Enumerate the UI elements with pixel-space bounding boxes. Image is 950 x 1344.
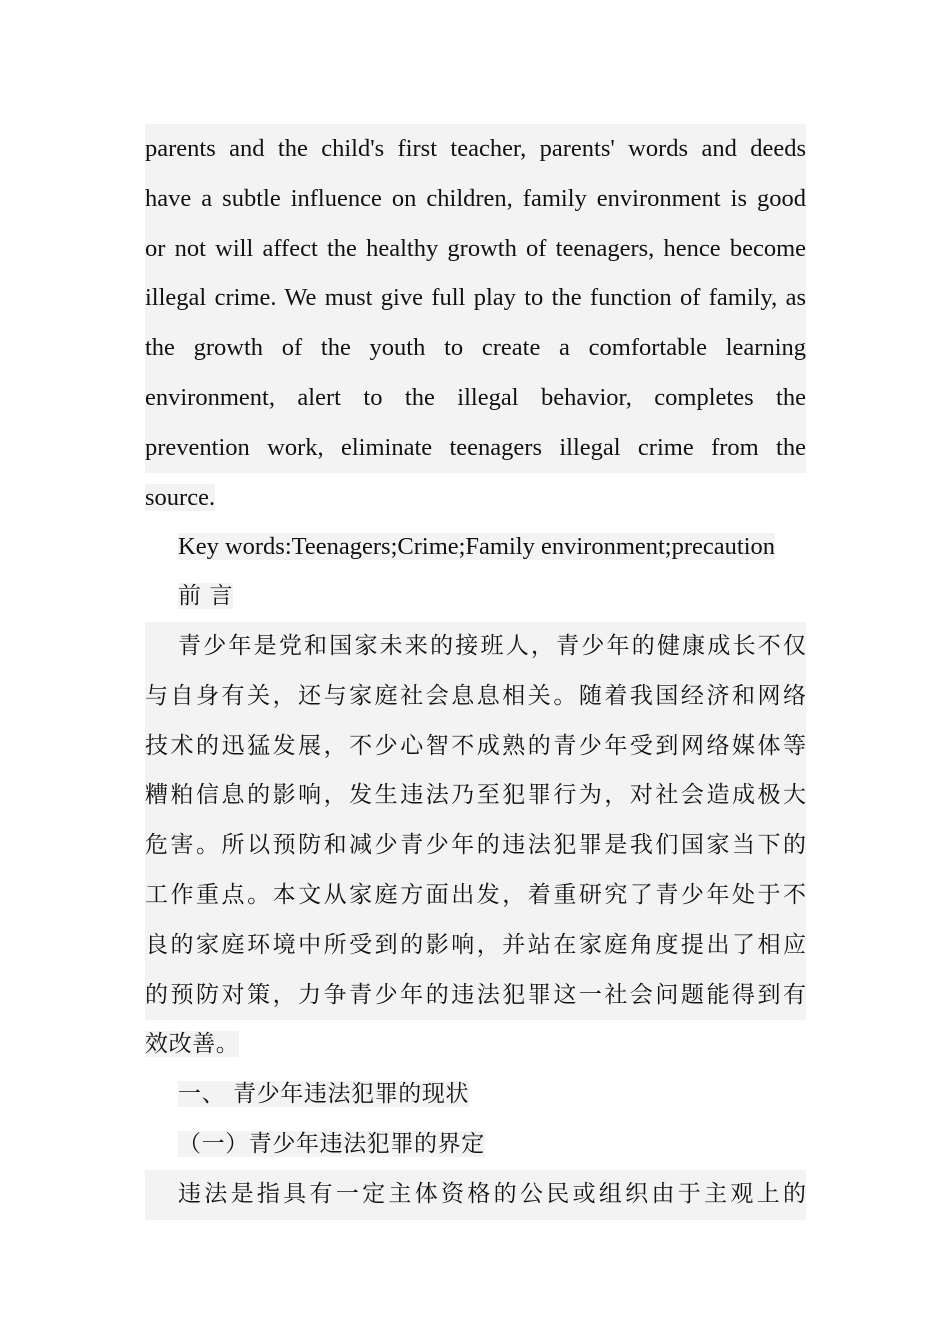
preface-line-4: 糟粕信息的影响，发生违法乃至犯罪行为，对社会造成极大 [145,771,806,821]
subsection-heading [145,1120,806,1170]
preface-line-1: 青少年是党和国家未来的接班人，青少年的健康成长不仅 [145,622,806,672]
preface-line-7: 良的家庭环境中所受到的影响，并站在家庭角度提出了相应 [145,921,806,971]
abstract-line-8 [145,473,806,523]
abstract-line-3: or not will affect the healthy growth of teenagers, hence become [145,224,806,274]
preface-line-5: 危害。所以预防和减少青少年的违法犯罪是我们国家当下的 [145,821,806,871]
preface-line-6: 工作重点。本文从家庭方面出发，着重研究了青少年处于不 [145,871,806,921]
keywords-line [145,522,806,572]
body-text [145,124,806,1220]
abstract-line-1: parents and the child's first teacher, parents' words and deeds [145,124,806,174]
preface-line-8: 的预防对策，力争青少年的违法犯罪这一社会问题能得到有 [145,971,806,1021]
preface-line-2: 与自身有关，还与家庭社会息息相关。随着我国经济和网络 [145,672,806,722]
abstract-line-2: have a subtle influence on children, family environment is good [145,174,806,224]
abstract-line-5: the growth of the youth to create a comfortable learning [145,323,806,373]
keywords-text: Key words:Teenagers;Crime;Family environment;precaution [178,533,776,561]
preface-heading-text: 前 言 [178,583,234,610]
abstract-last-word: source. [145,483,216,511]
abstract-line-7: prevention work, eliminate teenagers illegal crime from the [145,423,806,473]
abstract-line-4: illegal crime. We must give full play to the function of family, as [145,273,806,323]
section-heading-text: 一、 青少年违法犯罪的现状 [178,1081,470,1108]
section-heading [145,1070,806,1120]
preface-line-3: 技术的迅猛发展，不少心智不成熟的青少年受到网络媒体等 [145,722,806,772]
section-body-line-1: 违法是指具有一定主体资格的公民或组织由于主观上的 [145,1170,806,1220]
preface-heading [145,572,806,622]
preface-line-9 [145,1020,806,1070]
abstract-line-6: environment, alert to the illegal behavior, completes the [145,373,806,423]
preface-last-text: 效改善。 [145,1031,240,1058]
subsection-heading-text: （一）青少年违法犯罪的界定 [178,1130,485,1157]
